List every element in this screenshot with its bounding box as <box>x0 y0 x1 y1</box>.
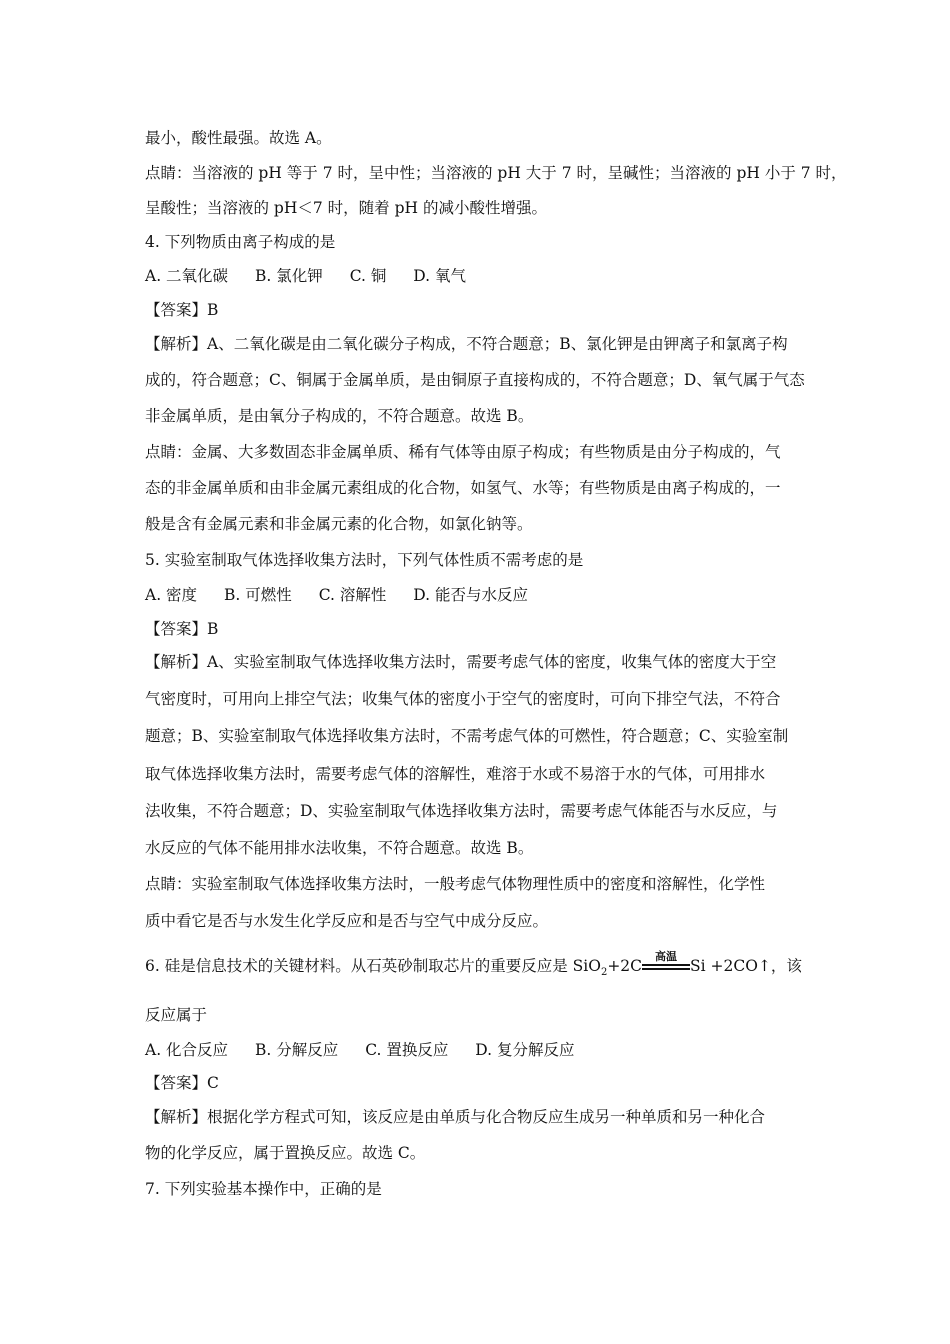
text-line: 般是含有金属元素和非金属元素的化合物，如氯化钠等。 <box>145 515 533 533</box>
option-d: D. 能否与水反应 <box>413 586 529 604</box>
question-6-text: 6. 硅是信息技术的关键材料。从石英砂制取芯片的重要反应是 SiO <box>145 957 601 975</box>
option-b: B. 可燃性 <box>224 586 292 604</box>
text-line: 气密度时，可用向上排空气法；收集气体的密度小于空气的密度时，可向下排空气法，不符合 <box>145 690 781 708</box>
question-4-options <box>145 266 810 286</box>
question-6-answer: 【答案】C <box>145 1074 219 1092</box>
option-b: B. 氯化钾 <box>255 267 323 285</box>
text-line: 点睛：实验室制取气体选择收集方法时，一般考虑气体物理性质中的密度和溶解性，化学性 <box>145 875 766 893</box>
question-6-stem <box>145 950 810 983</box>
question-5-options <box>145 585 810 605</box>
question-4-answer: 【答案】B <box>145 301 219 319</box>
text-line: 态的非金属单质和由非金属元素组成的化合物，如氢气、水等；有些物质是由离子构成的，一 <box>145 479 781 497</box>
reaction-condition-sign <box>642 950 690 977</box>
text-line: 题意；B、实验室制取气体选择收集方法时，不需考虑气体的可燃性，符合题意；C、实验室制 <box>145 727 789 745</box>
option-c: C. 铜 <box>349 267 387 285</box>
text-line: 水反应的气体不能用排水法收集，不符合题意。故选 B。 <box>145 839 534 857</box>
text-line: 点睛：金属、大多数固态非金属单质、稀有气体等由原子构成；有些物质是由分子构成的，气 <box>145 443 781 461</box>
text-line: 【解析】根据化学方程式可知，该反应是由单质与化合物反应生成另一种单质和另一种化合 <box>145 1108 766 1126</box>
reaction-condition: 高温 <box>655 950 678 963</box>
text-line: 【解析】A、二氧化碳是由二氧化碳分子构成，不符合题意；B、氯化钾是由钾离子和氯离子构 <box>145 335 788 353</box>
option-a: A. 二氧化碳 <box>145 267 229 285</box>
option-b: B. 分解反应 <box>255 1041 339 1059</box>
option-a: A. 密度 <box>145 586 198 604</box>
question-5-stem: 5. 实验室制取气体选择收集方法时，下列气体性质不需考虑的是 <box>145 551 584 569</box>
text-line: 非金属单质，是由氧分子构成的，不符合题意。故选 B。 <box>145 407 534 425</box>
question-6-options <box>145 1040 810 1060</box>
equation-part: +2C <box>607 957 643 975</box>
text-line: 反应属于 <box>145 1006 208 1024</box>
text-line: 质中看它是否与水发生化学反应和是否与空气中成分反应。 <box>145 912 549 930</box>
text-line: 成的，符合题意；C、铜属于金属单质，是由铜原子直接构成的，不符合题意；D、氧气属于气态 <box>145 371 805 389</box>
equation-part: Si +2CO↑，该 <box>690 957 802 975</box>
subscript: 2 <box>600 967 608 979</box>
text-line: 最小，酸性最强。故选 A。 <box>145 129 332 147</box>
option-d: D. 复分解反应 <box>475 1041 575 1059</box>
text-line: 取气体选择收集方法时，需要考虑气体的溶解性，难溶于水或不易溶于水的气体，可用排水 <box>145 765 766 783</box>
text-line: 物的化学反应，属于置换反应。故选 C。 <box>145 1144 426 1162</box>
text-line: 【解析】A、实验室制取气体选择收集方法时，需要考虑气体的密度，收集气体的密度大于空 <box>145 653 777 671</box>
option-a: A. 化合反应 <box>145 1041 229 1059</box>
question-7-stem: 7. 下列实验基本操作中，正确的是 <box>145 1180 382 1198</box>
text-line: 呈酸性；当溶液的 pH＜7 时，随着 pH 的减小酸性增强。 <box>145 199 547 217</box>
option-c: C. 置换反应 <box>365 1041 449 1059</box>
option-c: C. 溶解性 <box>318 586 387 604</box>
question-4-stem: 4. 下列物质由离子构成的是 <box>145 233 336 251</box>
text-line: 点睛：当溶液的 pH 等于 7 时，呈中性；当溶液的 pH 大于 7 时，呈碱性；当溶液的 pH 小于 7 时， <box>145 164 847 182</box>
question-5-answer: 【答案】B <box>145 620 219 638</box>
option-d: D. 氧气 <box>413 267 467 285</box>
text-line: 法收集，不符合题意；D、实验室制取气体选择收集方法时，需要考虑气体能否与水反应，与 <box>145 802 778 820</box>
